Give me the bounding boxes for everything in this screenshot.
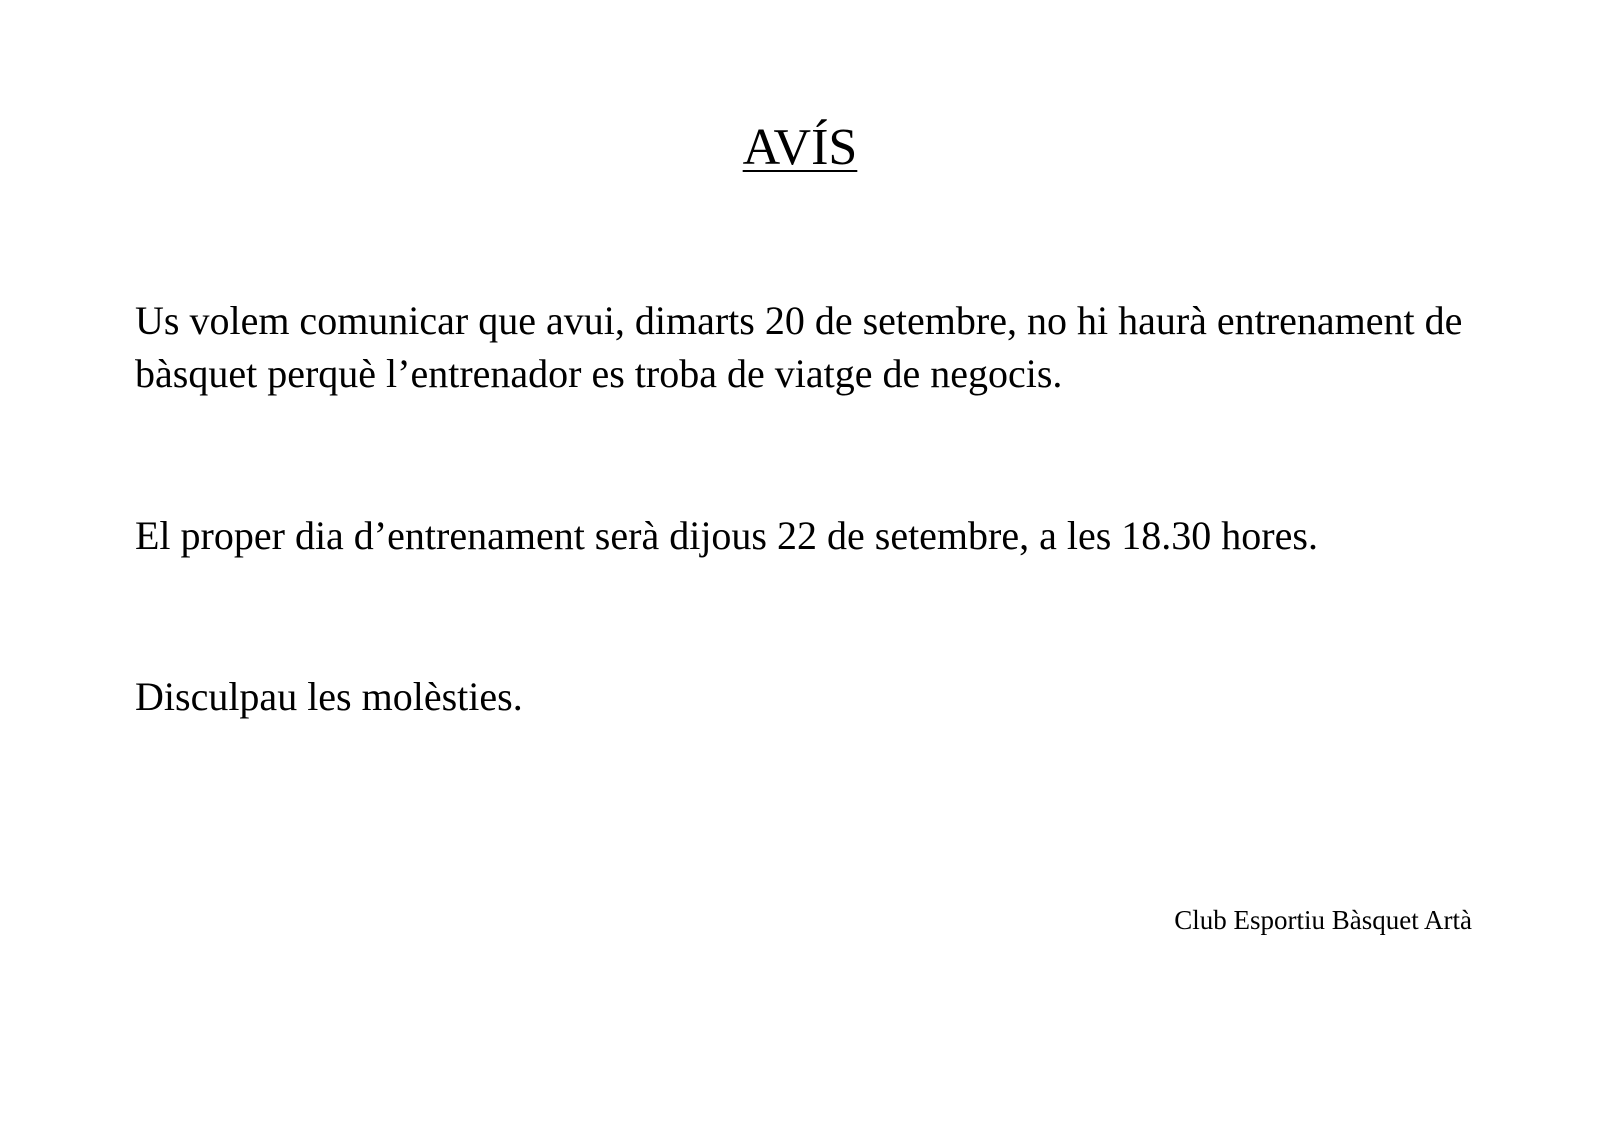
notice-paragraph-apology: Disculpau les molèsties. [135,674,523,719]
notice-paragraph-next-training: El proper dia d’entrenament serà dijous 22 de setembre, a les 18.30 hores. [135,513,1318,558]
notice-title: AVÍS [742,119,858,176]
notice-paragraph-cancellation: Us volem comunicar que avui, dimarts 20 de setembre, no hi haurà entrenament de bàsquet perquè l’entrenador es troba de viatge de negocis. [135,298,1463,396]
club-signature: Club Esportiu Bàsquet Artà [1174,905,1472,935]
